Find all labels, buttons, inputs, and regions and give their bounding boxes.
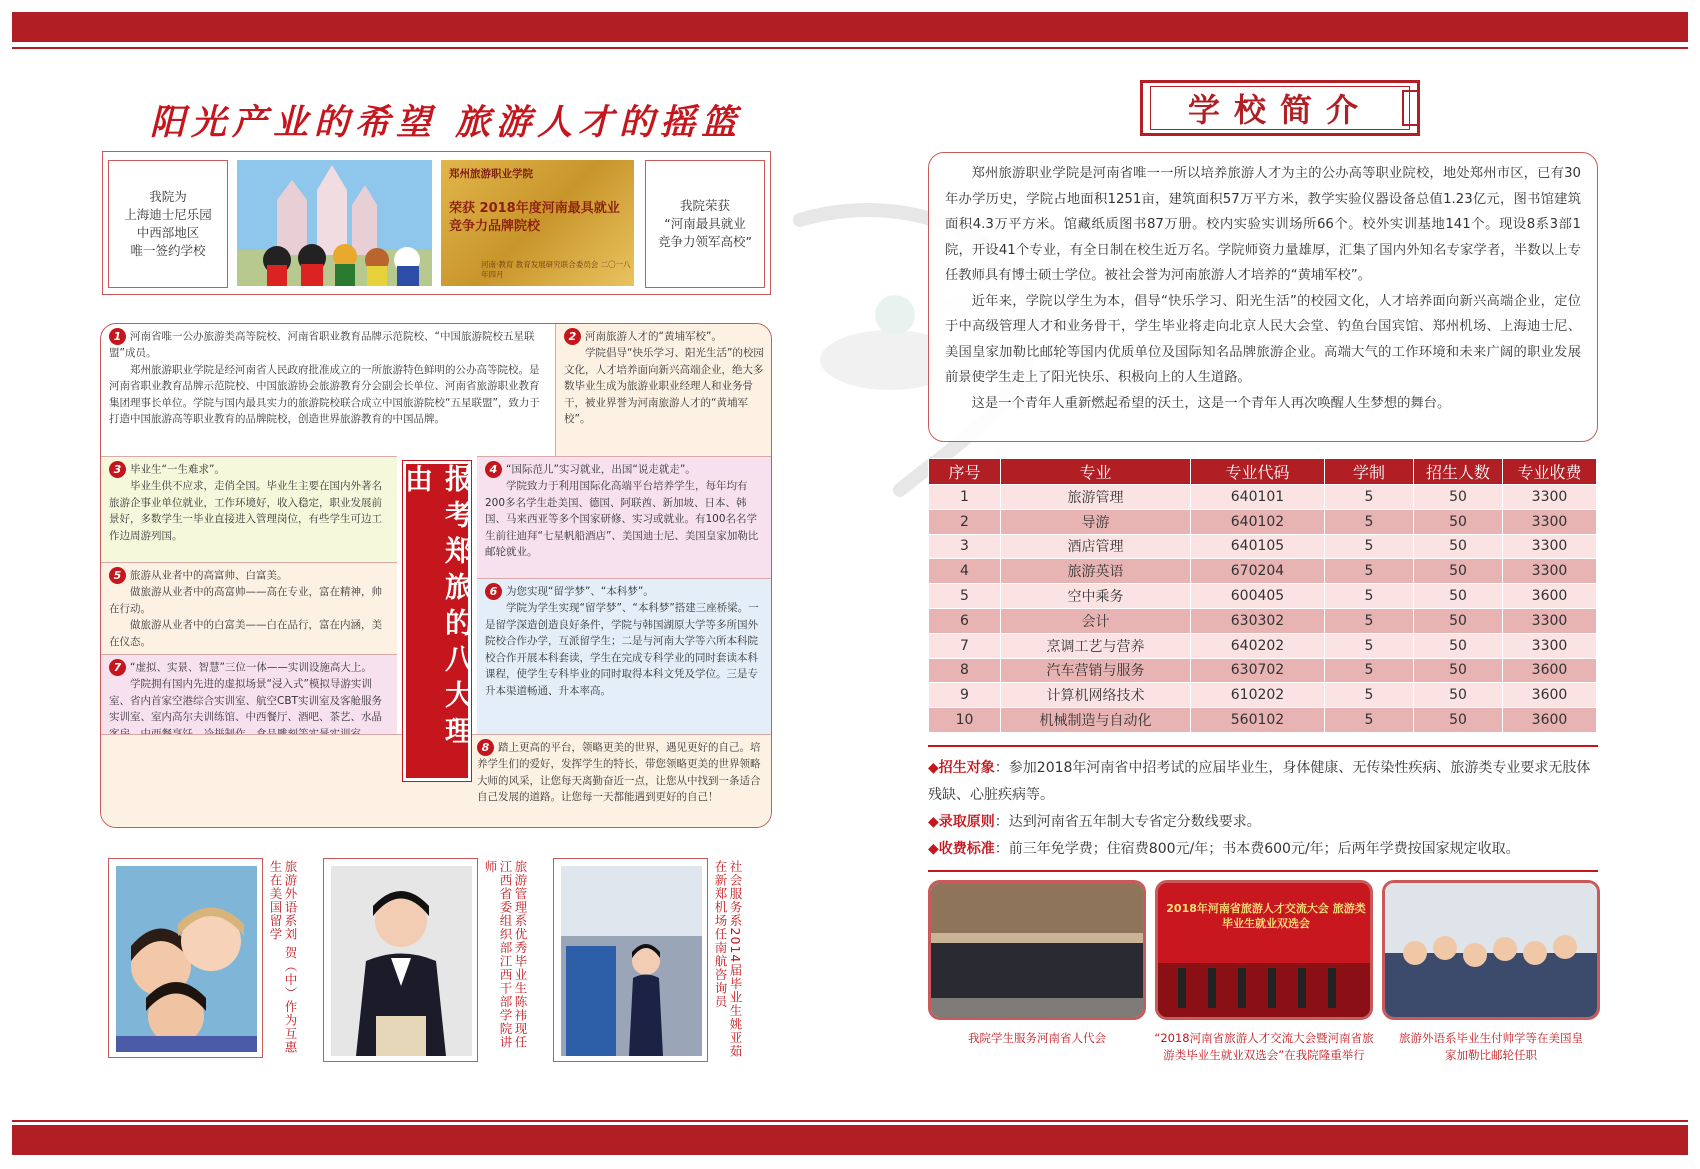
note-fees: ◆收费标准：前三年免学费；住宿费800元/年；书本费600元/年；后两年学费按国家规定收取。 <box>928 841 1520 857</box>
reason-5 <box>101 562 397 654</box>
employment-award-box: 我院荣获 “河南最具就业 竞争力领军高校” <box>645 160 765 288</box>
event-photo-2 <box>1155 880 1373 1020</box>
alumni-caption-1: 旅游外语系刘 贺（中）作为互惠生在美国留学 <box>268 860 298 1054</box>
table-cell: 空中乘务 <box>1001 584 1191 609</box>
table-cell: 5 <box>1325 559 1414 584</box>
table-cell: 3600 <box>1503 584 1597 609</box>
event-caption-1: 我院学生服务河南省人代会 <box>968 1031 1106 1045</box>
award-plaque <box>441 160 634 286</box>
table-cell: 汽车营销与服务 <box>1001 658 1191 683</box>
reason-body: 学院倡导“快乐学习、阳光生活”的校园文化，人才培养面向新兴高端企业，绝大多数毕业生成为旅游业职业经理人和业务骨干，被业界誉为河南旅游人才的“黄埔军校”。 <box>564 347 764 425</box>
table-cell: 3300 <box>1503 633 1597 658</box>
reason-3 <box>101 456 397 562</box>
col-header: 专业 <box>1001 459 1191 485</box>
col-header: 专业代码 <box>1191 459 1325 485</box>
table-cell: 计算机网络技术 <box>1001 683 1191 708</box>
table-cell: 50 <box>1414 633 1503 658</box>
notes-top-rule <box>928 745 1598 747</box>
table-cell: 6 <box>929 608 1001 633</box>
table-cell: 酒店管理 <box>1001 534 1191 559</box>
table-row <box>929 683 1597 708</box>
school-intro-header <box>1140 80 1420 136</box>
table-cell: 610202 <box>1191 683 1325 708</box>
reason-number: 5 <box>109 567 126 584</box>
table-cell: 670204 <box>1191 559 1325 584</box>
table-header-row <box>929 459 1597 485</box>
table-cell: 640202 <box>1191 633 1325 658</box>
slogan: 阳光产业的希望 旅游人才的摇篮 <box>150 102 743 143</box>
table-cell: 3600 <box>1503 658 1597 683</box>
table-row <box>929 608 1597 633</box>
intro-paragraph: 郑州旅游职业学院是河南省唯一一所以培养旅游人才为主的公办高等职业院校，地处郑州市区，已有30年办学历史，学院占地面积1251亩，建筑面积57万平方米，教学实验仪器设备总值1.23亿元，图书馆建筑面积4.3万平方米。馆藏纸质图书87万册。校内实验实训场所66个。校外实训基地141个。现设8系3部1院，开设41个专业，有全日制在校生近万名。学院师资力量雄厚，汇集了国内外知名专家学者，半数以上专任教师具有博士硕士学位。被社会誉为河南旅游人才培养的“黄埔军校”。 <box>945 166 1581 283</box>
note-key: 收费标准 <box>938 841 995 857</box>
table-cell: 50 <box>1414 534 1503 559</box>
eight-reasons-title: 报考郑旅的八大理由 <box>403 461 471 781</box>
table-cell: 50 <box>1414 509 1503 534</box>
school-intro-title: 学校简介 <box>1150 86 1410 130</box>
table-cell: 640101 <box>1191 485 1325 510</box>
table-cell: 5 <box>929 584 1001 609</box>
reason-head: 河南旅游人才的“黄埔军校”。 <box>585 330 722 343</box>
table-cell: 50 <box>1414 658 1503 683</box>
reason-body: 培养学生们的爱好，发挥学生的特长，带您领略更美的世界领略大师的风采，让您每天离勤奋近一点，让您从中找到一条适合自己发展的道路。让您每一天都能遇到更好的自己！ <box>477 741 761 803</box>
reason-body: 郑州旅游职业学院是经河南省人民政府批准成立的一所旅游特色鲜明的公办高等院校。是河南省职业教育品牌示范院校、中国旅游协会旅游教育分会副会长单位、河南省旅游职业教育集团理事长单位。学院与国内最具实力的旅游院校联合成立中国旅游院校“五星联盟”，致力于打造中国旅游高等职业教育的品牌院校，创造世界旅游教育的中国品牌。 <box>109 363 540 425</box>
bottom-thin-line <box>12 1120 1688 1122</box>
disney-sign-box: 我院为 上海迪士尼乐园 中西部地区 唯一签约学校 <box>108 160 228 288</box>
reason-number: 7 <box>109 659 126 676</box>
reason-head: “虚拟、实景、智慧”三位一体——实训设施高大上。 <box>130 661 372 674</box>
reason-4 <box>477 456 772 578</box>
note-principle: ◆录取原则：达到河南省五年制大专省定分数线要求。 <box>928 814 1261 830</box>
event-caption-3: 旅游外语系毕业生付帅学等在美国皇家加勒比邮轮任职 <box>1399 1031 1583 1062</box>
table-cell: 1 <box>929 485 1001 510</box>
table-cell: 10 <box>929 708 1001 733</box>
table-cell: 5 <box>1325 534 1414 559</box>
table-cell: 3300 <box>1503 608 1597 633</box>
table-cell: 5 <box>1325 584 1414 609</box>
table-cell: 630702 <box>1191 658 1325 683</box>
col-header: 招生人数 <box>1414 459 1503 485</box>
disney-photo <box>237 160 432 286</box>
table-cell: 7 <box>929 633 1001 658</box>
table-cell: 600405 <box>1191 584 1325 609</box>
col-header: 学制 <box>1325 459 1414 485</box>
table-cell: 50 <box>1414 485 1503 510</box>
table-cell: 5 <box>1325 708 1414 733</box>
reason-head: 毕业生“一生难求”。 <box>130 463 225 476</box>
table-row <box>929 534 1597 559</box>
note-target: ◆招生对象：参加2018年河南省中招考试的应届毕业生，身体健康、无传染性疾病、旅游类专业要求无肢体残缺、心脏疾病等。 <box>928 760 1591 803</box>
col-header: 序号 <box>929 459 1001 485</box>
reason-body: 学院拥有国内先进的虚拟场景“浸入式”模拟导游实训室、省内首家空港综合实训室、航空CBT实训室及客舱服务实训室、室内高尔夫训练馆、中西餐厅、酒吧、茶艺、水晶 <box>109 678 382 723</box>
event-banner: 2018年河南省旅游人才交流大会 旅游类毕业生就业双选会 <box>1166 902 1366 930</box>
table-cell: 640102 <box>1191 509 1325 534</box>
alumni-photo-3 <box>561 866 702 1056</box>
reason-head: 踏上更高的平台，领略更美的世界，遇见更好的自己。 <box>498 741 750 754</box>
table-cell: 5 <box>1325 658 1414 683</box>
note-text: 达到河南省五年制大专省定分数线要求。 <box>1008 814 1261 830</box>
intro-paragraph: 这是一个青年人重新燃起希望的沃土，这是一个青年人再次唤醒人生梦想的舞台。 <box>971 395 1451 411</box>
admission-notes <box>928 755 1598 863</box>
table-cell: 2 <box>929 509 1001 534</box>
table-row <box>929 708 1597 733</box>
table-cell: 3300 <box>1503 509 1597 534</box>
note-key: 招生对象 <box>938 760 995 776</box>
reason-number: 1 <box>109 328 126 345</box>
table-cell: 4 <box>929 559 1001 584</box>
table-cell: 50 <box>1414 559 1503 584</box>
event-photo-3 <box>1382 880 1600 1020</box>
bottom-band <box>12 1125 1688 1155</box>
table-cell: 630302 <box>1191 608 1325 633</box>
reason-body: 学院致力于利用国际化高端平台培养学生，每年均有200多名学生赴美国、德国、阿联酋、新加坡、日本、韩国、马来西亚等多个国家研修、实习或就业。有100名名学生前往迪拜“七星帆船酒店”、美国迪士尼、美国皇家加勒比邮轮就业。 <box>485 480 759 558</box>
reason-number: 2 <box>564 328 581 345</box>
reason-body: 毕业生供不应求，走俏全国。毕业生主要在国内外著名旅游企事业单位就业，工作环境好，收入稳定，职业发展前景好，多数学生一毕业直接进入管理岗位，有些学生可边工作边周游列国。 <box>109 480 382 542</box>
table-cell: 640105 <box>1191 534 1325 559</box>
table-cell: 烹调工艺与营养 <box>1001 633 1191 658</box>
plaque-footer: 河南·教育 教育发展研究联合委员会 二〇一八年四月 <box>481 260 631 279</box>
reason-1 <box>101 324 555 456</box>
table-row <box>929 559 1597 584</box>
table-row <box>929 658 1597 683</box>
note-text: 参加2018年河南省中招考试的应届毕业生，身体健康、无传染性疾病、旅游类专业要求无肢体残缺、心脏疾病等。 <box>928 760 1591 803</box>
table-cell: 50 <box>1414 708 1503 733</box>
alumni-caption-2: 旅游管理系优秀毕业生陈祎现任江西省委组织部江西干部学院讲师 <box>483 860 528 1049</box>
reason-6 <box>477 578 772 734</box>
note-key: 录取原则 <box>938 814 995 830</box>
table-cell: 会计 <box>1001 608 1191 633</box>
table-cell: 机械制造与自动化 <box>1001 708 1191 733</box>
table-cell: 50 <box>1414 608 1503 633</box>
table-cell: 3 <box>929 534 1001 559</box>
table-cell: 3300 <box>1503 559 1597 584</box>
note-text: 前三年免学费；住宿费800元/年；书本费600元/年；后两年学费按国家规定收取。 <box>1008 841 1520 857</box>
table-row <box>929 509 1597 534</box>
top-band <box>12 12 1688 42</box>
table-cell: 5 <box>1325 608 1414 633</box>
alumni-caption-3: 社会服务系2014届毕业生姚亚茹在新郑机场任南航咨询员 <box>713 860 743 1058</box>
table-cell: 5 <box>1325 683 1414 708</box>
table-row <box>929 584 1597 609</box>
reason-body: 学院为学生实现“留学梦”、“本科梦”搭建三座桥梁。一是留学深造创造良好条件，学院与韩国湖原大学等多所国外院校合作办学，互派留学生；二是与河南大学等六所本科院校合作开展本科套读，学生在完成专科学业的同时套读本科课程，使学生专科毕业的同时取得本科文凭及学位。三是专升本渠道畅通、升本率高。 <box>485 602 759 697</box>
table-cell: 3600 <box>1503 708 1597 733</box>
table-cell: 9 <box>929 683 1001 708</box>
alumni-photo-1 <box>116 866 257 1052</box>
table-cell: 旅游英语 <box>1001 559 1191 584</box>
table-cell: 50 <box>1414 683 1503 708</box>
school-intro-text <box>928 152 1598 442</box>
notes-bottom-rule <box>928 870 1598 872</box>
table-cell: 5 <box>1325 509 1414 534</box>
table-cell: 3300 <box>1503 534 1597 559</box>
table-cell: 5 <box>1325 485 1414 510</box>
reason-body: 做旅游从业者中的白富美——白在品行，富在内涵，美在仪态。 <box>109 619 382 648</box>
table-row <box>929 485 1597 510</box>
table-cell: 旅游管理 <box>1001 485 1191 510</box>
alumni-photo-2 <box>331 866 472 1056</box>
reason-head: “国际范儿”实习就业，出国“说走就走”。 <box>506 463 696 476</box>
plaque-title: 荣获 2018年度河南最具就业竞争力品牌院校 <box>449 201 620 234</box>
majors-table <box>928 458 1597 733</box>
header-ornament-right <box>1402 90 1420 126</box>
table-cell: 3300 <box>1503 485 1597 510</box>
table-cell: 560102 <box>1191 708 1325 733</box>
table-cell: 8 <box>929 658 1001 683</box>
table-cell: 3600 <box>1503 683 1597 708</box>
reason-number: 8 <box>477 739 494 756</box>
table-cell: 导游 <box>1001 509 1191 534</box>
reason-number: 6 <box>485 583 502 600</box>
table-cell: 5 <box>1325 633 1414 658</box>
reason-head: 旅游从业者中的高富帅、白富美。 <box>130 569 288 582</box>
event-caption-2: “2018河南省旅游人才交流大会暨河南省旅游类毕业生就业双选会”在我院隆重举行 <box>1154 1031 1374 1062</box>
table-cell: 50 <box>1414 584 1503 609</box>
plaque-school: 郑州旅游职业学院 <box>449 168 533 180</box>
reason-body: 做旅游从业者中的高富帅——高在专业，富在精神，帅在行动。 <box>109 586 382 615</box>
top-thin-line <box>12 47 1688 49</box>
reason-head: 为您实现“留学梦”、“本科梦”。 <box>506 585 654 598</box>
reason-2 <box>555 324 772 456</box>
intro-paragraph: 近年来，学院以学生为本，倡导“快乐学习、阳光生活”的校园文化，人才培养面向新兴高端企业，定位于中高级管理人才和业务骨干，学生毕业将走向北京人民大会堂、钓鱼台国宾馆、郑州机场、上海迪士尼、美国皇家加勒比邮轮等国内优质单位及国际知名品牌旅游企业。高端大气的工作环境和未来广阔的职业发展前景使学生走上了阳光快乐、积极向上的人生道路。 <box>945 293 1581 385</box>
table-row <box>929 633 1597 658</box>
event-photo-1 <box>928 880 1146 1020</box>
col-header: 专业收费 <box>1503 459 1597 485</box>
reason-number: 4 <box>485 461 502 478</box>
reason-number: 3 <box>109 461 126 478</box>
reason-head: 河南省唯一公办旅游类高等院校、河南省职业教育品牌示范院校、“中国旅游院校五星联盟”成员。 <box>109 330 535 359</box>
